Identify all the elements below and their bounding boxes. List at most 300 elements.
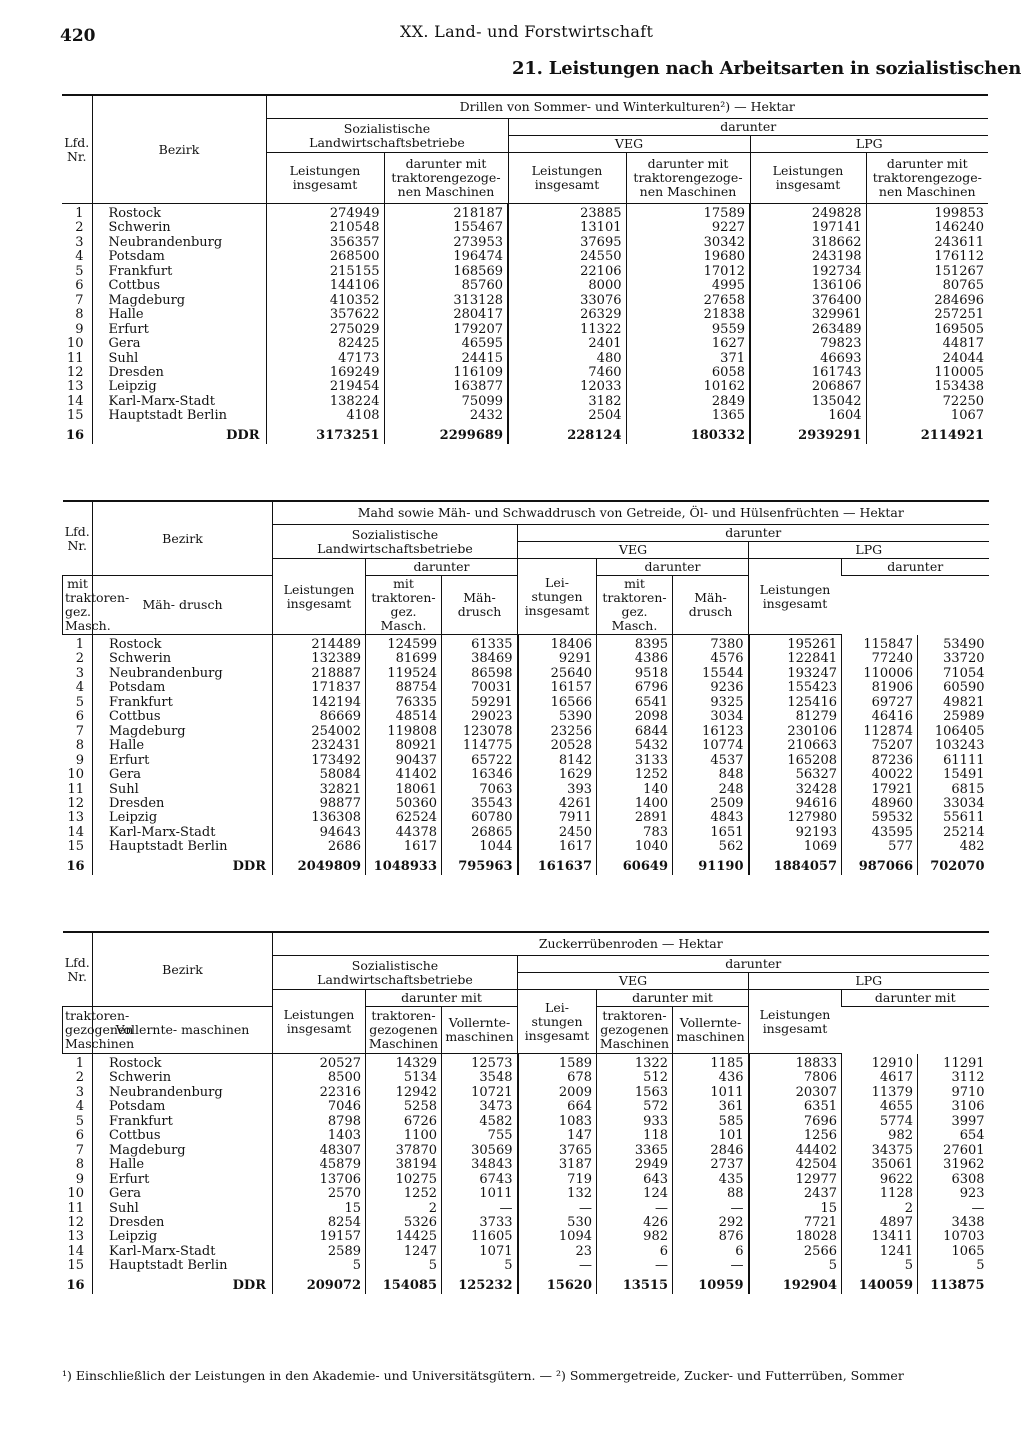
bezirk-name: Suhl (92, 352, 266, 366)
value-cell: 10774 (673, 739, 749, 753)
row-number: 5 (75, 264, 84, 279)
value-cell: 44402 (749, 1144, 842, 1158)
darunter-header: darunter (518, 956, 989, 973)
value-cell: 49821 (918, 696, 989, 710)
value-cell: 60590 (918, 681, 989, 695)
value-cell: 5326 (366, 1216, 442, 1230)
value-cell: 5 (273, 1259, 366, 1273)
row-number: 9 (75, 753, 84, 768)
value-cell: 20307 (749, 1086, 842, 1100)
value-cell: 193247 (749, 667, 842, 681)
value-cell: 32428 (749, 783, 842, 797)
value-cell: 81906 (842, 681, 918, 695)
value-cell: 1629 (518, 768, 597, 782)
bezirk-name: Rostock (93, 635, 273, 653)
value-cell: 755 (442, 1129, 518, 1143)
bezirk-header: Bezirk (93, 501, 273, 576)
value-cell: 101 (673, 1129, 749, 1143)
value-cell: 119808 (366, 725, 442, 739)
table-row (63, 783, 989, 797)
value-cell: 2 (842, 1202, 918, 1216)
col-lpg-leistungen: Leistungen insgesamt (750, 153, 866, 204)
col-leistungen-insgesamt: Leistungen insgesamt (273, 990, 366, 1054)
value-cell: 783 (597, 826, 673, 840)
table-body (63, 1054, 989, 1294)
value-cell: 18028 (749, 1230, 842, 1244)
value-cell: 106405 (918, 725, 989, 739)
table-row (62, 323, 988, 337)
value-cell: 81279 (749, 710, 842, 724)
bezirk-name: Dresden (93, 797, 273, 811)
table-row (62, 204, 988, 222)
table-drillen (62, 94, 988, 444)
value-cell: 25214 (918, 826, 989, 840)
row-number: 11 (67, 1201, 84, 1216)
bezirk-name: Magdeburg (93, 1144, 273, 1158)
row-number: 7 (75, 724, 84, 739)
value-cell: 19157 (273, 1230, 366, 1244)
value-cell: 14329 (366, 1054, 442, 1072)
value-cell: 43595 (842, 826, 918, 840)
value-cell: 12942 (366, 1086, 442, 1100)
bezirk-name: Karl-Marx-Stadt (92, 395, 266, 409)
value-cell: 426 (597, 1216, 673, 1230)
value-cell: 356357 (266, 236, 384, 250)
bezirk-name: Hauptstadt Berlin (92, 409, 266, 423)
value-cell: 1563 (597, 1086, 673, 1100)
row-number: 10 (67, 768, 84, 783)
bezirk-name: Neubrandenburg (93, 667, 273, 681)
bezirk-name: Erfurt (92, 323, 266, 337)
value-cell: 30342 (626, 236, 750, 250)
table-row (63, 739, 989, 753)
value-cell: 197141 (750, 221, 866, 235)
row-number: 15 (67, 1259, 84, 1274)
section-drillen (62, 94, 988, 444)
table-row (62, 250, 988, 264)
value-cell: 3187 (518, 1158, 597, 1172)
value-cell: 10275 (366, 1173, 442, 1187)
value-cell: 1083 (518, 1115, 597, 1129)
value-cell: 8142 (518, 754, 597, 768)
table-row (63, 797, 989, 811)
value-cell: 4995 (626, 279, 750, 293)
row-number: 4 (75, 1100, 84, 1115)
col-lpg-darunter-mit: darunter mit (842, 990, 989, 1007)
value-cell: 173492 (273, 754, 366, 768)
col-veg-leistungen: Leistungen insgesamt (508, 153, 626, 204)
table-row (62, 395, 988, 409)
col-lpg-leistungen: Leistungen insgesamt (749, 559, 842, 635)
value-cell: 13515 (597, 1274, 673, 1294)
row-number: 2 (75, 1071, 84, 1086)
value-cell: 87236 (842, 754, 918, 768)
bezirk-name: Leipzig (93, 1230, 273, 1244)
value-cell: 1128 (842, 1187, 918, 1201)
bezirk-name: DDR (92, 424, 266, 444)
value-cell: 71054 (918, 667, 989, 681)
value-cell: 4261 (518, 797, 597, 811)
value-cell: — (518, 1259, 597, 1273)
col-lpg-maehdrusch: Mäh- drusch (673, 576, 749, 635)
value-cell: 169249 (266, 366, 384, 380)
value-cell: 678 (518, 1071, 597, 1085)
value-cell: 2299689 (384, 424, 508, 444)
value-cell: 248 (673, 783, 749, 797)
value-cell: 530 (518, 1216, 597, 1230)
value-cell: 12910 (842, 1054, 918, 1072)
value-cell: 1048933 (366, 855, 442, 875)
value-cell: 46595 (384, 337, 508, 351)
value-cell: 3733 (442, 1216, 518, 1230)
value-cell: 11605 (442, 1230, 518, 1244)
value-cell: 7911 (518, 811, 597, 825)
value-cell: 2504 (508, 409, 626, 423)
value-cell: 5 (842, 1259, 918, 1273)
table-row (63, 1173, 989, 1187)
value-cell: 214489 (273, 635, 366, 653)
value-cell: 2114921 (866, 424, 988, 444)
value-cell: 1252 (366, 1187, 442, 1201)
value-cell: 110006 (842, 667, 918, 681)
value-cell: 72250 (866, 395, 988, 409)
row-number: 15 (66, 409, 84, 424)
value-cell: 168569 (384, 265, 508, 279)
value-cell: 110005 (866, 366, 988, 380)
col-veg-trakt-gez: traktoren- gezogenen Maschinen (366, 1007, 442, 1054)
row-number: 6 (75, 279, 84, 294)
value-cell: 124599 (366, 635, 442, 653)
value-cell: 436 (673, 1071, 749, 1085)
value-cell: 132 (518, 1187, 597, 1201)
value-cell: 6058 (626, 366, 750, 380)
value-cell: 876 (673, 1230, 749, 1244)
sozialistische-header: Sozialistische Landwirtschaftsbetriebe (273, 956, 518, 990)
value-cell: 20527 (273, 1054, 366, 1072)
value-cell: 12573 (442, 1054, 518, 1072)
value-cell: — (597, 1202, 673, 1216)
value-cell: 9236 (673, 681, 749, 695)
bezirk-name: Suhl (93, 783, 273, 797)
table-row (63, 1216, 989, 1230)
table-row (63, 1274, 989, 1294)
value-cell: 15620 (518, 1274, 597, 1294)
page-number: 420 (60, 26, 96, 46)
value-cell: 146240 (866, 221, 988, 235)
value-cell: 2939291 (750, 424, 866, 444)
value-cell: 61111 (918, 754, 989, 768)
table-row (63, 667, 989, 681)
col-lpg-trakt-gez: traktoren- gezogenen Maschinen (597, 1007, 673, 1054)
section-caption: Drillen von Sommer- und Winterkulturen²) — Hektar (266, 95, 988, 119)
col-veg-darunter: darunter (597, 559, 749, 576)
value-cell: 209072 (273, 1274, 366, 1294)
value-cell: 243611 (866, 236, 988, 250)
value-cell: 8395 (597, 635, 673, 653)
value-cell: 14425 (366, 1230, 442, 1244)
value-cell: 2049809 (273, 855, 366, 875)
row-number: 8 (75, 1158, 84, 1173)
value-cell: 5 (442, 1259, 518, 1273)
value-cell: 33034 (918, 797, 989, 811)
value-cell: 13101 (508, 221, 626, 235)
value-cell: 15 (749, 1202, 842, 1216)
row-number: 1 (75, 637, 84, 652)
sozialistische-header: Sozialistische Landwirtschaftsbetriebe (266, 119, 508, 153)
bezirk-name: Erfurt (93, 1173, 273, 1187)
value-cell: 318662 (750, 236, 866, 250)
value-cell: 274949 (266, 204, 384, 222)
row-number: 8 (75, 739, 84, 754)
col-lpg-leistungen: Leistungen insgesamt (749, 990, 842, 1054)
value-cell: 6726 (366, 1115, 442, 1129)
value-cell: 5258 (366, 1100, 442, 1114)
table-row (62, 308, 988, 322)
value-cell: 47173 (266, 352, 384, 366)
table-row (63, 1129, 989, 1143)
bezirk-name: Rostock (92, 204, 266, 222)
lfd-nr-header: Lfd. Nr. (62, 95, 92, 204)
bezirk-name: Leipzig (93, 811, 273, 825)
value-cell: 13411 (842, 1230, 918, 1244)
value-cell: 37870 (366, 1144, 442, 1158)
value-cell: 3182 (508, 395, 626, 409)
value-cell: 206867 (750, 380, 866, 394)
value-cell: 165208 (749, 754, 842, 768)
row-number: 9 (75, 322, 84, 337)
value-cell: 3173251 (266, 424, 384, 444)
value-cell: 8000 (508, 279, 626, 293)
bezirk-name: Leipzig (92, 380, 266, 394)
value-cell: 3106 (918, 1100, 989, 1114)
bezirk-name: Cottbus (93, 1129, 273, 1143)
value-cell: 144106 (266, 279, 384, 293)
col-lpg-vollernte: Vollernte- maschinen (673, 1007, 749, 1054)
value-cell: 10703 (918, 1230, 989, 1244)
table-row (63, 1230, 989, 1244)
value-cell: 6743 (442, 1173, 518, 1187)
value-cell: 3133 (597, 754, 673, 768)
section-mahd (62, 500, 988, 875)
row-number: 12 (67, 1215, 84, 1230)
value-cell: 69727 (842, 696, 918, 710)
table-row (62, 294, 988, 308)
bezirk-name: Hauptstadt Berlin (93, 1259, 273, 1273)
value-cell: 933 (597, 1115, 673, 1129)
value-cell: 2570 (273, 1187, 366, 1201)
row-number: 12 (66, 365, 84, 380)
value-cell: 3765 (518, 1144, 597, 1158)
table-row (63, 1071, 989, 1085)
value-cell: 136106 (750, 279, 866, 293)
row-number: 16 (66, 858, 85, 874)
value-cell: 161637 (518, 855, 597, 875)
value-cell: 16123 (673, 725, 749, 739)
running-head: XX. Land- und Forstwirtschaft (400, 22, 654, 41)
col-mit-trakt: mit traktoren- gez. Masch. (63, 576, 93, 635)
table-row (63, 1245, 989, 1259)
value-cell: 3997 (918, 1115, 989, 1129)
value-cell: 25989 (918, 710, 989, 724)
bezirk-name: Hauptstadt Berlin (93, 840, 273, 854)
value-cell: 2437 (749, 1187, 842, 1201)
value-cell: 2566 (749, 1245, 842, 1259)
value-cell: 7046 (273, 1100, 366, 1114)
value-cell: 103243 (918, 739, 989, 753)
value-cell: 24550 (508, 250, 626, 264)
value-cell: 15 (273, 1202, 366, 1216)
bezirk-name: Gera (93, 1187, 273, 1201)
value-cell: 585 (673, 1115, 749, 1129)
value-cell: 263489 (750, 323, 866, 337)
value-cell: 151267 (866, 265, 988, 279)
lfd-nr-header: Lfd. Nr. (63, 501, 93, 576)
value-cell: 643 (597, 1173, 673, 1187)
value-cell: 284696 (866, 294, 988, 308)
value-cell: 243198 (750, 250, 866, 264)
value-cell: 5 (366, 1259, 442, 1273)
value-cell: 2849 (626, 395, 750, 409)
value-cell: 30569 (442, 1144, 518, 1158)
value-cell: 33076 (508, 294, 626, 308)
value-cell: 3365 (597, 1144, 673, 1158)
value-cell: 2432 (384, 409, 508, 423)
value-cell: 2450 (518, 826, 597, 840)
bezirk-name: Neubrandenburg (93, 1086, 273, 1100)
value-cell: 577 (842, 840, 918, 854)
value-cell: 80921 (366, 739, 442, 753)
value-cell: 41402 (366, 768, 442, 782)
value-cell: 4843 (673, 811, 749, 825)
table-row (62, 221, 988, 235)
row-number: 8 (75, 308, 84, 323)
value-cell: 7696 (749, 1115, 842, 1129)
value-cell: 33720 (918, 652, 989, 666)
lpg-header: LPG (750, 136, 988, 153)
value-cell: 119524 (366, 667, 442, 681)
bezirk-name: Frankfurt (93, 1115, 273, 1129)
table-row (63, 1115, 989, 1129)
bezirk-name: Frankfurt (93, 696, 273, 710)
value-cell: 34843 (442, 1158, 518, 1172)
value-cell: 161743 (750, 366, 866, 380)
value-cell: 42504 (749, 1158, 842, 1172)
value-cell: 180332 (626, 424, 750, 444)
value-cell: 192734 (750, 265, 866, 279)
value-cell: 5 (918, 1259, 989, 1273)
value-cell: 393 (518, 783, 597, 797)
value-cell: — (518, 1202, 597, 1216)
value-cell: 155467 (384, 221, 508, 235)
value-cell: 138224 (266, 395, 384, 409)
value-cell: 7063 (442, 783, 518, 797)
value-cell: 24044 (866, 352, 988, 366)
section-caption: Zuckerrübenroden — Hektar (273, 932, 989, 956)
value-cell: 163877 (384, 380, 508, 394)
row-number: 10 (67, 1187, 84, 1202)
value-cell: 26329 (508, 308, 626, 322)
table-row (62, 265, 988, 279)
table-row (62, 424, 988, 444)
value-cell: 410352 (266, 294, 384, 308)
value-cell: 176112 (866, 250, 988, 264)
section-zuckerrueben (62, 931, 988, 1294)
value-cell: — (918, 1202, 989, 1216)
bezirk-name: Erfurt (93, 754, 273, 768)
value-cell: 27601 (918, 1144, 989, 1158)
value-cell: 125232 (442, 1274, 518, 1294)
value-cell: 132389 (273, 652, 366, 666)
table-row (63, 635, 989, 653)
value-cell: 1627 (626, 337, 750, 351)
veg-header: VEG (518, 973, 749, 990)
value-cell: 22106 (508, 265, 626, 279)
table-row (63, 754, 989, 768)
value-cell: 435 (673, 1173, 749, 1187)
value-cell: 16346 (442, 768, 518, 782)
value-cell: — (673, 1202, 749, 1216)
table-row (63, 1100, 989, 1114)
footnote: ¹) Einschließlich der Leistungen in den Akademie- und Universitätsgütern. — ²) Sommergetreide, Zucker- und Futterrüben, Sommer (62, 1368, 904, 1383)
value-cell: 60649 (597, 855, 673, 875)
value-cell: 122841 (749, 652, 842, 666)
value-cell: 4617 (842, 1071, 918, 1085)
col-leistungen-insgesamt: Leistungen insgesamt (266, 153, 384, 204)
value-cell: 1011 (673, 1086, 749, 1100)
value-cell: 3548 (442, 1071, 518, 1085)
value-cell: 1185 (673, 1054, 749, 1072)
col-veg-darunter-mit-trakt: darunter mit traktorengezoge- nen Maschinen (626, 153, 750, 204)
value-cell: 7721 (749, 1216, 842, 1230)
value-cell: 55611 (918, 811, 989, 825)
value-cell: 9622 (842, 1173, 918, 1187)
col-lpg-darunter-mit-trakt: darunter mit traktorengezoge- nen Maschinen (866, 153, 988, 204)
row-number: 1 (75, 206, 84, 221)
value-cell: 153438 (866, 380, 988, 394)
value-cell: 82425 (266, 337, 384, 351)
value-cell: 94616 (749, 797, 842, 811)
value-cell: 123078 (442, 725, 518, 739)
value-cell: 38194 (366, 1158, 442, 1172)
value-cell: 1365 (626, 409, 750, 423)
value-cell: 48514 (366, 710, 442, 724)
table-row (63, 652, 989, 666)
sozialistische-header: Sozialistische Landwirtschaftsbetriebe (273, 525, 518, 559)
bezirk-name: Cottbus (93, 710, 273, 724)
value-cell: 210548 (266, 221, 384, 235)
value-cell: 86669 (273, 710, 366, 724)
value-cell: 23256 (518, 725, 597, 739)
value-cell: 48960 (842, 797, 918, 811)
table-row (63, 826, 989, 840)
value-cell: 5774 (842, 1115, 918, 1129)
value-cell: 11291 (918, 1054, 989, 1072)
bezirk-name: Potsdam (93, 1100, 273, 1114)
value-cell: 46693 (750, 352, 866, 366)
value-cell: 65722 (442, 754, 518, 768)
table-row (63, 725, 989, 739)
value-cell: 40022 (842, 768, 918, 782)
value-cell: 18061 (366, 783, 442, 797)
value-cell: 18833 (749, 1054, 842, 1072)
value-cell: 9325 (673, 696, 749, 710)
value-cell: 10721 (442, 1086, 518, 1100)
value-cell: 982 (597, 1230, 673, 1244)
col-darunter-mit-trakt: darunter mit traktorengezoge- nen Maschinen (384, 153, 508, 204)
value-cell: 13706 (273, 1173, 366, 1187)
row-number: 3 (75, 666, 84, 681)
value-cell: 1617 (518, 840, 597, 854)
